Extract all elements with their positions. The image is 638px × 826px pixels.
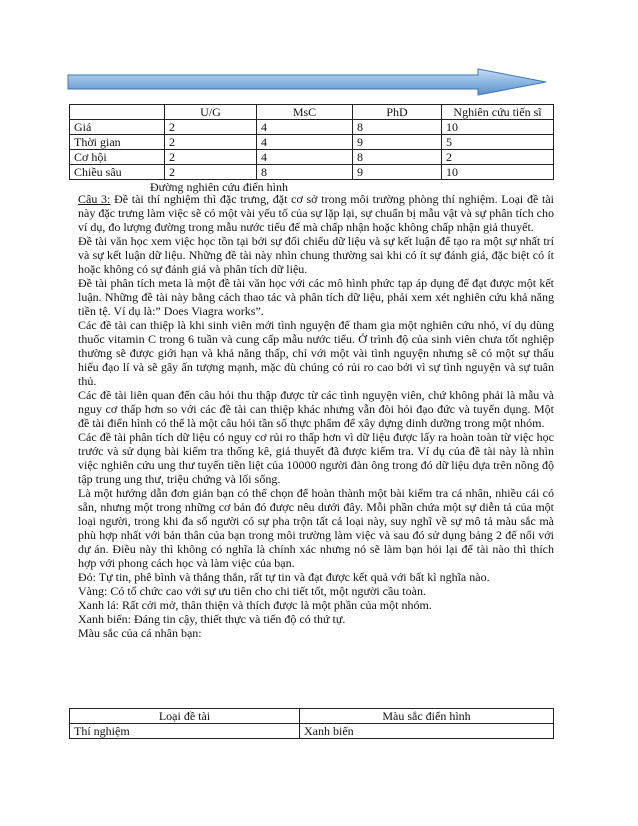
table-cell: Giá xyxy=(70,120,165,135)
topic-color-table xyxy=(69,708,554,739)
table-cell: 10 xyxy=(442,120,554,135)
color-blue-description: Xanh biển: Đáng tin cậy, thiết thực và tiến độ có thứ tự. xyxy=(78,612,346,626)
body-text xyxy=(78,192,554,640)
personal-color-prompt: Màu sắc của cá nhân bạn: xyxy=(78,626,202,640)
color-yellow-description: Vàng: Có tổ chức cao với sự ưu tiên cho chi tiết tốt, một người cầu toàn. xyxy=(78,584,426,598)
table-cell: 2 xyxy=(165,135,257,150)
paragraph: Các đề tài phân tích dữ liệu có nguy cơ rủi ro thấp hơn vì dữ liệu được lấy ra hoàn toàn từ việc học trước và sử dụng bài kiểm tra thống kê, giả thuyết đã được kiểm tra. Ví dụ của đề tài này là nhìn việc nghiên cứu ung thư tuyến tiền liệt của 10000 người đàn ông trong đó dữ liệu dựa trên nồng độ tập trung ung thư, triệu chứng và lối sống. xyxy=(78,430,554,486)
paragraph: Đề tài phân tích meta là một đề tài văn học với các mô hình phức tạp áp dụng để đạt được một kết luận. Những đề tài này bằng cách thao tác và phân tích dữ liệu, phải xem xét nghiên cứu khả năng tiền tệ. Ví dụ là:” Does Viagra works”. xyxy=(78,276,554,318)
table-cell: 5 xyxy=(442,135,554,150)
paragraph: Các đề tài liên quan đến câu hỏi thu thập được từ các tình nguyện viên, chứ không phải là mẫu và nguy cơ thấp hơn so với các đề tài can thiệp khác nhưng vẫn đòi hỏi đạo đức và tuyển dụng. Một đề tài điển hình có thể là một câu hỏi tần số thực phẩm để xây dựng dinh dưỡng trong một nhóm. xyxy=(78,388,554,430)
table-cell: 10 xyxy=(442,165,554,180)
paragraph-text: Đề tài thí nghiệm thì đặc trưng, đặt cơ sở trong môi trường phòng thí nghiệm. Loại đề tài này đặc trưng làm việc sẽ có một vài yếu tố của sự lặp lại, sự chuẩn bị mẫu vật và sự phân tích cho ví dụ, đo lượng đường trong mẫu nước tiểu để mà chấp nhận hoặc không chấp nhận giả thuyết. xyxy=(78,192,554,234)
question-label: Câu 3: xyxy=(78,192,111,206)
table-cell: Thời gian xyxy=(70,135,165,150)
table-cell: 8 xyxy=(353,120,442,135)
table-header-cell: Màu sắc điển hình xyxy=(300,709,554,724)
color-green-description: Xanh lá: Rất cởi mở, thân thiện và thích được là một phần của một nhóm. xyxy=(78,598,432,612)
table-cell: 4 xyxy=(257,120,353,135)
research-path-table xyxy=(69,104,554,180)
table-cell: Thí nghiệm xyxy=(70,724,300,739)
table-header-cell: U/G xyxy=(165,105,257,120)
table-cell: 8 xyxy=(353,150,442,165)
table-cell: Chiều sâu xyxy=(70,165,165,180)
table-cell: 9 xyxy=(353,135,442,150)
table-cell: 2 xyxy=(165,150,257,165)
table-header-row xyxy=(70,105,554,120)
table-header-cell: PhD xyxy=(353,105,442,120)
paragraph: Đề tài văn học xem việc học tồn tại bởi sự đối chiếu dữ liệu và sự kết luận để tạo ra một sự nhất trí và sự kết luận dữ liệu. Những đề tài này nhìn chung thường sai khi có ít sự đánh giá, đặc biệt có ít hoặc không có sự đánh giá và phân tích dữ liệu. xyxy=(78,234,554,276)
table-cell: 2 xyxy=(165,165,257,180)
table-row xyxy=(70,135,554,150)
table-cell: 2 xyxy=(442,150,554,165)
table-caption: Đường nghiên cứu điển hình xyxy=(150,180,288,194)
table-cell: 9 xyxy=(353,165,442,180)
paragraph: Là một hướng dẫn đơn giản bạn có thể chọn để hoàn thành một bài kiểm tra cá nhân, nhiều cái có sẵn, nhưng một trong những cơ bản đó được nêu dưới đây. Mỗi phần chứa một sự diễn tả của một loại người, trong khi đa số người có sự pha trộn tất cả loại này, suy nghĩ về sự mô tả màu sắc mà phù hợp nhất với bản thân của bạn trong môi trường làm việc và sau đó sử dụng bảng 2 để nối với dự án. Điều này thì không có nghĩa là chính xác nhưng nó sẽ làm bạn hỏi lại để tài nào thì thích hợp với phong cách học và làm việc của bạn. xyxy=(78,486,554,570)
paragraph xyxy=(78,192,554,234)
table-cell: Xanh biển xyxy=(300,724,554,739)
table-row xyxy=(70,150,554,165)
table-row xyxy=(70,165,554,180)
table-cell: 4 xyxy=(257,135,353,150)
table-row xyxy=(70,724,554,739)
table-cell: 4 xyxy=(257,150,353,165)
paragraph: Các đề tài can thiệp là khi sinh viên mới tình nguyện để tham gia một nghiên cứu nhỏ, ví dụ dùng thuốc vitamin C trong 6 tuần và cung cấp mẫu nước tiểu. Ở trình độ của sinh viên chưa tốt nghiệp thường sẽ được giới hạn và khả năng thấp, chỉ với một vài tình nguyện nhưng sẽ có một sự thấu hiểu đạo lí và sẽ gây ấn tượng mạnh, mặc dù chúng có rủi ro cao bởi vì sự tình nguyện và sự tuân thủ. xyxy=(78,318,554,388)
table-header-cell: Nghiên cứu tiến sĩ xyxy=(442,105,554,120)
table-header-cell: Loại đề tài xyxy=(70,709,300,724)
arrow-shape xyxy=(66,68,548,96)
table-cell: 2 xyxy=(165,120,257,135)
table-header-cell xyxy=(70,105,165,120)
table-cell: 8 xyxy=(257,165,353,180)
table-cell: Cơ hội xyxy=(70,150,165,165)
color-red-description: Đỏ: Tự tin, phê bình và thẳng thắn, rất tự tin và đạt được kết quả với bất kì nghĩa nào. xyxy=(78,570,490,584)
table-row xyxy=(70,120,554,135)
table-header-row xyxy=(70,709,554,724)
table-header-cell: MsC xyxy=(257,105,353,120)
